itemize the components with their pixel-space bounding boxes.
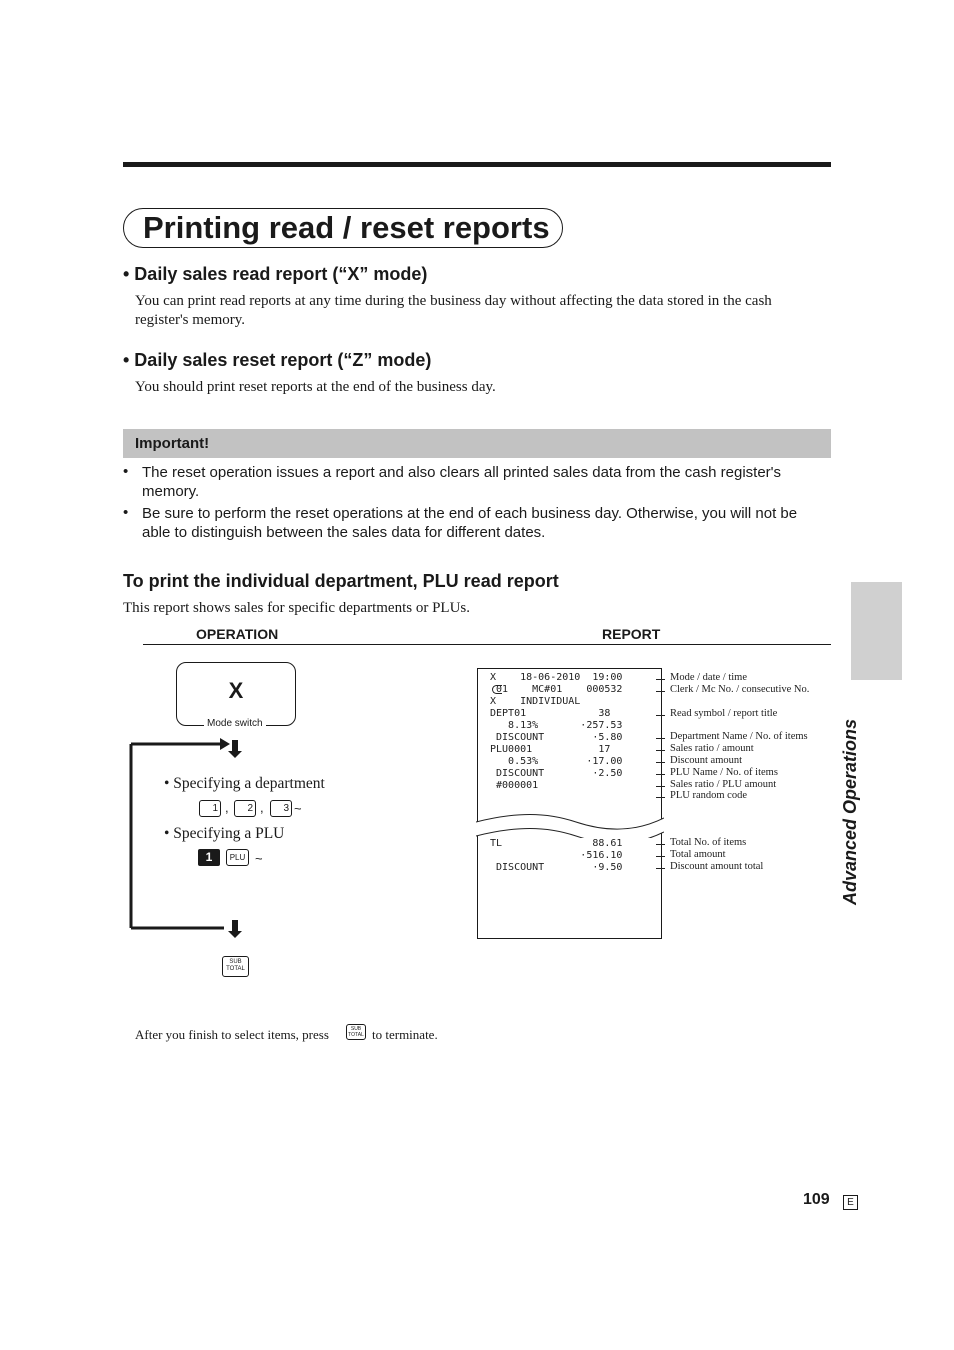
annotation: PLU random code — [670, 790, 747, 801]
annotation-tick — [656, 774, 665, 775]
down-arrow-icon — [232, 920, 238, 932]
tilde: ~ — [294, 801, 302, 816]
side-tab-label: Advanced Operations — [840, 718, 860, 905]
receipt-line: DISCOUNT ·9.50 — [490, 862, 623, 873]
loop-arrow-icon — [220, 738, 230, 750]
subtotal-key-total: TOTAL — [226, 966, 245, 972]
annotation: Discount amount total — [670, 861, 764, 872]
annotation: Read symbol / report title — [670, 708, 778, 719]
top-rule — [123, 162, 831, 167]
specify-plu-label: • Specifying a PLU — [164, 825, 285, 842]
receipt-line: 01 MC#01 000532 — [490, 684, 623, 695]
procedure-heading: To print the individual department, PLU read report — [123, 571, 559, 591]
receipt-line: X 18-06-2010 19:00 — [490, 672, 623, 683]
receipt-line: PLU0001 17 — [490, 744, 611, 755]
important-bar — [123, 429, 831, 458]
comma: , — [260, 800, 264, 815]
bullet-dot: • — [123, 463, 129, 480]
report-column-header: REPORT — [602, 626, 661, 642]
section-x-heading: • Daily sales read report (“X” mode) — [123, 264, 428, 284]
side-tab — [851, 582, 902, 680]
annotation-tick — [656, 750, 665, 751]
receipt-bottom-block — [490, 838, 622, 874]
page-title: Printing read / reset reports — [143, 210, 550, 245]
annotation-tick — [656, 715, 665, 716]
annotation: Sales ratio / amount — [670, 743, 754, 754]
footer-key-total: TOTAL — [348, 1032, 364, 1038]
mode-switch-label: Mode switch — [204, 718, 266, 729]
annotation-tick — [656, 844, 665, 845]
receipt-top-block — [490, 672, 622, 792]
down-arrow-icon — [232, 740, 238, 752]
plu-key: PLU — [226, 849, 249, 866]
important-bullet-2: Be sure to perform the reset operations at the end of each business day. Otherwise, you will not be able to distinguish between the sales data for different dates. — [142, 505, 798, 541]
key-1: 1 — [199, 800, 221, 817]
specify-department-label: • Specifying a department — [164, 775, 325, 792]
subtotal-key — [222, 956, 249, 977]
procedure-intro: This report shows sales for specific departments or PLUs. — [123, 600, 471, 616]
footer-subtotal-key — [346, 1024, 366, 1040]
annotation: Total amount — [670, 849, 726, 860]
subtotal-key-sub: SUB — [229, 959, 242, 965]
receipt-line: 8.13% ·257.53 — [490, 720, 623, 731]
receipt-line: #000001 — [490, 780, 539, 791]
annotation-tick — [656, 691, 665, 692]
numeric-key-1: 1 — [198, 849, 220, 866]
annotation: Discount amount — [670, 755, 743, 766]
important-label: Important! — [135, 435, 210, 452]
page-number: 109 — [803, 1191, 830, 1208]
receipt-tear-break — [476, 812, 664, 838]
receipt-line: DISCOUNT ·2.50 — [490, 768, 623, 779]
column-rule — [143, 644, 831, 645]
annotation: Sales ratio / PLU amount — [670, 779, 777, 790]
key-2: 2 — [234, 800, 256, 817]
receipt-line: DISCOUNT ·5.80 — [490, 732, 623, 743]
comma: , — [225, 800, 229, 815]
receipt-line: ·516.10 — [490, 850, 623, 861]
tilde: ~ — [255, 851, 263, 866]
annotation-tick — [656, 797, 665, 798]
footer-key-sub: SUB — [350, 1026, 362, 1032]
important-bullet-1: The reset operation issues a report and also clears all printed sales data from the cash register's memory. — [142, 464, 782, 500]
annotation: Department Name / No. of items — [670, 731, 808, 742]
section-z-body: You should print reset reports at the end of the business day. — [135, 379, 496, 395]
annotation: Mode / date / time — [670, 672, 747, 683]
annotation: Total No. of items — [670, 837, 747, 848]
operation-column-header: OPERATION — [196, 626, 279, 642]
annotation-tick — [656, 856, 665, 857]
page-language-mark: E — [843, 1195, 858, 1210]
receipt-line: X INDIVIDUAL — [490, 696, 581, 707]
section-x-body: You can print read reports at any time during the business day without affecting the data stored in the cash register's memory. — [135, 293, 772, 328]
mode-switch-x: X — [228, 678, 244, 703]
annotation: Clerk / Mc No. / consecutive No. — [670, 684, 810, 695]
annotation-tick — [656, 738, 665, 739]
section-z-heading: • Daily sales reset report (“Z” mode) — [123, 350, 432, 370]
bullet-dot: • — [123, 504, 129, 521]
key-3: 3 — [270, 800, 292, 817]
footer-note-start: After you finish to select items, press — [135, 1027, 329, 1042]
annotation-tick — [656, 762, 665, 763]
annotation-tick — [656, 868, 665, 869]
footer-note-end: to terminate. — [372, 1027, 438, 1042]
receipt-line: TL 88.61 — [490, 838, 623, 849]
clerk-symbol-icon — [492, 685, 502, 694]
receipt-line: DEPT01 38 — [490, 708, 611, 719]
annotation-tick — [656, 679, 665, 680]
annotation: PLU Name / No. of items — [670, 767, 778, 778]
receipt-line: 0.53% ·17.00 — [490, 756, 623, 767]
annotation-tick — [656, 786, 665, 787]
